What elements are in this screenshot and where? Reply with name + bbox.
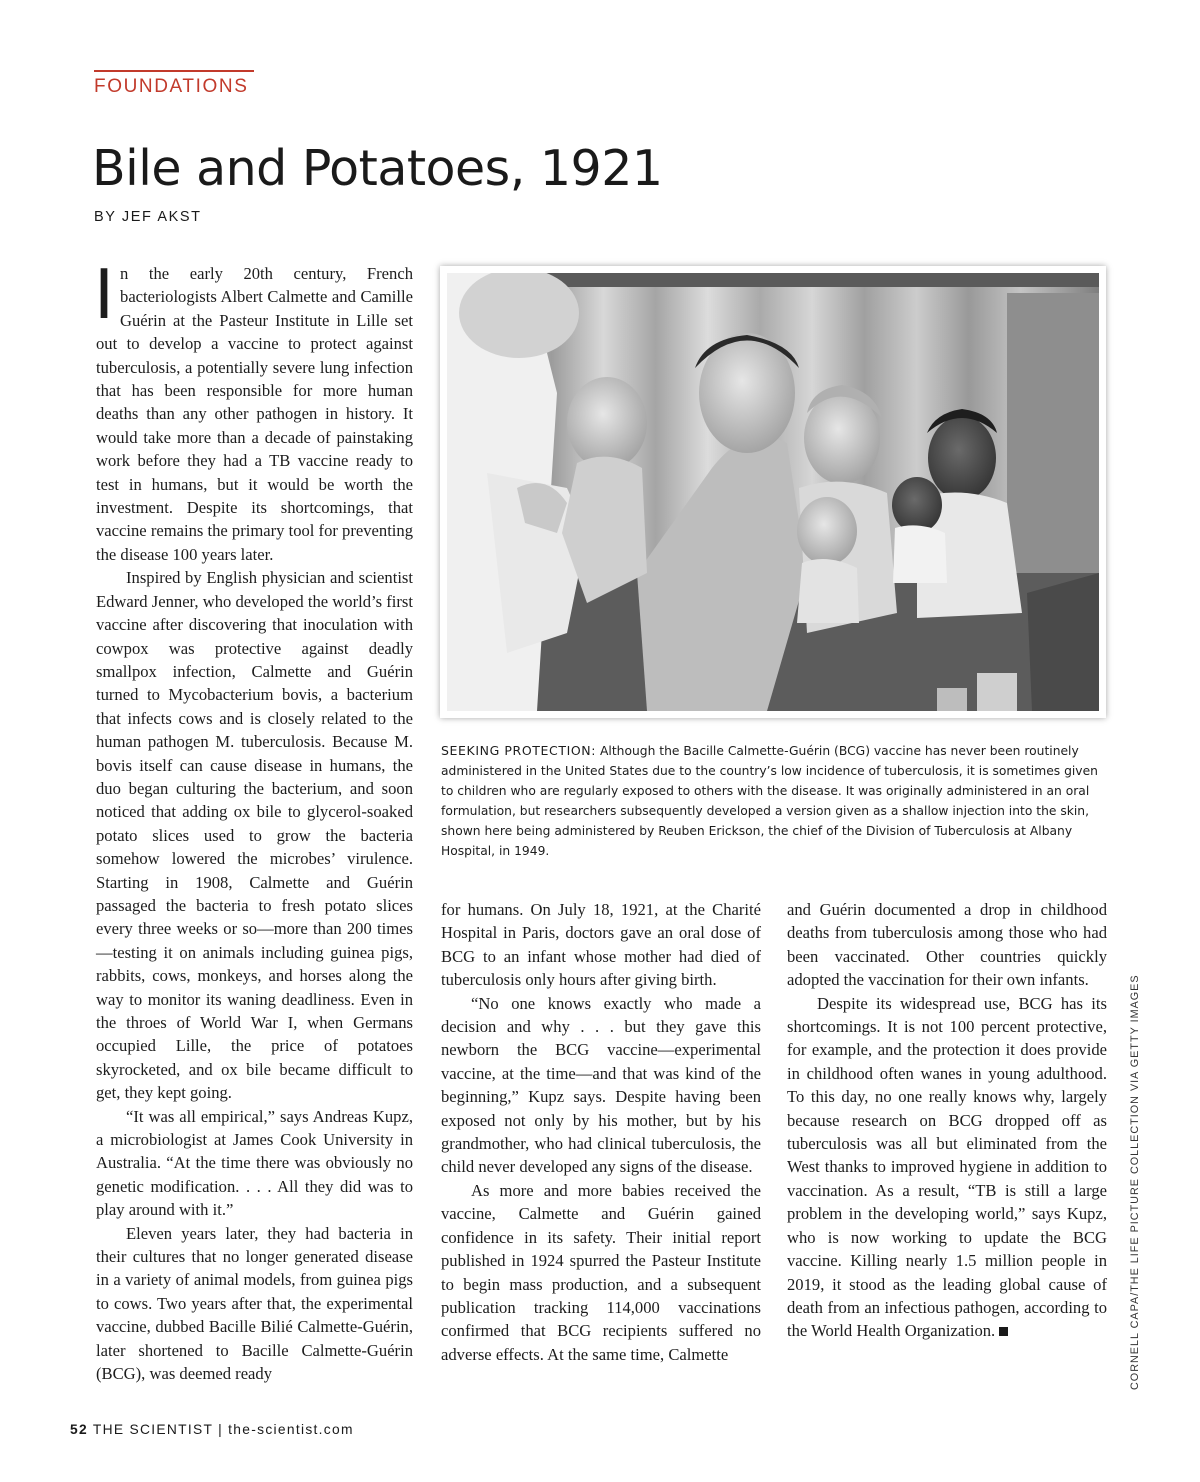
drop-cap: I xyxy=(94,254,115,334)
photo xyxy=(440,266,1106,718)
page-number: 52 xyxy=(70,1422,88,1437)
paragraph-8: and Guérin documented a drop in childhood deaths from tuberculosis among those who had been vaccinated. Other countries quickly adopted the vaccination for their own infants. xyxy=(787,900,1107,990)
paragraph-4: Eleven years later, they had bacteria in their cultures that no longer generated disease in a variety of animal models, from guinea pigs to cows. Two years after that, the experimental vaccine, dubbed Bacille Bilié Calmette-Guérin, later shortened to Bacille Calmette-Guérin (BCG), was deemed ready xyxy=(96,1223,413,1384)
caption-body: Although the Bacille Calmette-Guérin (BCG) vaccine has never been routinely administered in the United States due to the country’s low incidence of tuberculosis, it is sometimes given to children who are regularly exposed to others with the disease. It was originally administered in an oral formulation, but researchers subsequently developed a version given as a shallow injection into the skin, shown here being administered by Reuben Erickson, the chief of the Division of Tuberculosis at Albany Hospital, in 1949. xyxy=(441,744,1098,858)
paragraph-6: “No one knows exactly who made a decision and why . . . but they gave this newborn the BCG vaccine—experimental vaccine, at the time—and that was kind of the beginning,” Kupz says. Despite having been exposed not only by his mother, but by his grandmother, who had clinical tuberculosis, the child never developed any signs of the disease. xyxy=(441,993,761,1177)
end-mark-icon xyxy=(999,1327,1008,1336)
footer-url: the-scientist.com xyxy=(228,1422,354,1437)
paragraph-9 xyxy=(787,992,1107,1343)
vaccination-photo-icon xyxy=(447,273,1099,711)
text-column-1 xyxy=(94,254,414,1386)
paragraph-9-text: Despite its widespread use, BCG has its shortcomings. It is not 100 percent protective, for example, and the protection it does provide in childhood often wanes in young adulthood. To this day, no one really knows why, largely because research on BCG dropped off as tuberculosis was all but eliminated from the West thanks to improved hygiene in addition to vaccination. As a result, “TB is still a large problem in the developing world,” says Kupz, who is now working to update the BCG vaccine. Killing nearly 1.5 million people in 2019, it stood as the leading global cause of death from an infectious pathogen, according to the World Health Organization. xyxy=(787,993,1107,1341)
caption-head: SEEKING PROTECTION: xyxy=(441,743,597,758)
paragraph-5: for humans. On July 18, 1921, at the Charité Hospital in Paris, doctors gave an oral dose of BCG to an infant whose mother had died of tuberculosis only hours after giving birth. xyxy=(441,900,761,990)
footer-separator: | xyxy=(218,1422,224,1437)
paragraph-7: As more and more babies received the vaccine, Calmette and Guérin gained confidence in its safety. Their initial report published in 1924 spurred the Pasteur Institute to begin mass production, and a subsequent publication tracking 114,000 vaccinations confirmed that BCG recipients suffered no adverse effects. At the same time, Calmette xyxy=(441,1180,761,1364)
section-label: FOUNDATIONS xyxy=(94,76,249,97)
page-footer xyxy=(70,1422,354,1437)
magazine-name: THE SCIENTIST xyxy=(92,1422,213,1437)
paragraph-2: Inspired by English physician and scientist Edward Jenner, who developed the world’s first vaccine after discovering that inoculation with cowpox was protective against deadly smallpox infection, Calmette and Guérin turned to Mycobacterium bovis, a bacterium that infects cows and is closely related to the human pathogen M. tuberculosis. Because M. bovis itself can cause disease in humans, the duo began culturing the bacterium, and soon noticed that adding ox bile to glycerol-soaked potato slices used to grow the bacteria somehow lowered the microbes’ virulence. Starting in 1908, Calmette and Guérin passaged the bacteria to fresh potato slices every three weeks or so—more than 200 times—testing it on animals including guinea pigs, rabbits, cows, monkeys, and horses along the way to monitor its waning deadliness. Even in the throes of World War I, when Germans occupied Lille, the price of potatoes skyrocketed, and ox bile became difficult to get, they kept going. xyxy=(96,568,413,1103)
paragraph-3: “It was all empirical,” says Andreas Kupz, a microbiologist at James Cook University in Australia. “At the time there was obviously no genetic modification. . . . All they did was to play around with it.” xyxy=(96,1106,413,1220)
article-title: Bile and Potatoes, 1921 xyxy=(92,140,663,197)
byline: BY JEF AKST xyxy=(94,209,202,225)
paragraph-1 xyxy=(94,254,414,566)
paragraph-1-text: n the early 20th century, French bacteriologists Albert Calmette and Camille Guérin at the Pasteur Institute in Lille set out to develop a vaccine to protect against tuberculosis, a potentially severe lung infection that has been responsible for more human deaths than any other pathogen in history. It would take more than a decade of painstaking work before they had a TB vaccine ready to test in humans, but it would be worth the investment. Despite its shortcomings, that vaccine remains the primary tool for preventing the disease 100 years later. xyxy=(96,264,414,564)
text-column-2 xyxy=(441,898,761,1366)
text-column-3 xyxy=(787,898,1107,1343)
section-rule xyxy=(94,70,254,72)
photo-credit: CORNELL CAPA/THE LIFE PICTURE COLLECTION VIA GETTY IMAGES xyxy=(1129,974,1141,1390)
photo-caption xyxy=(441,741,1101,861)
